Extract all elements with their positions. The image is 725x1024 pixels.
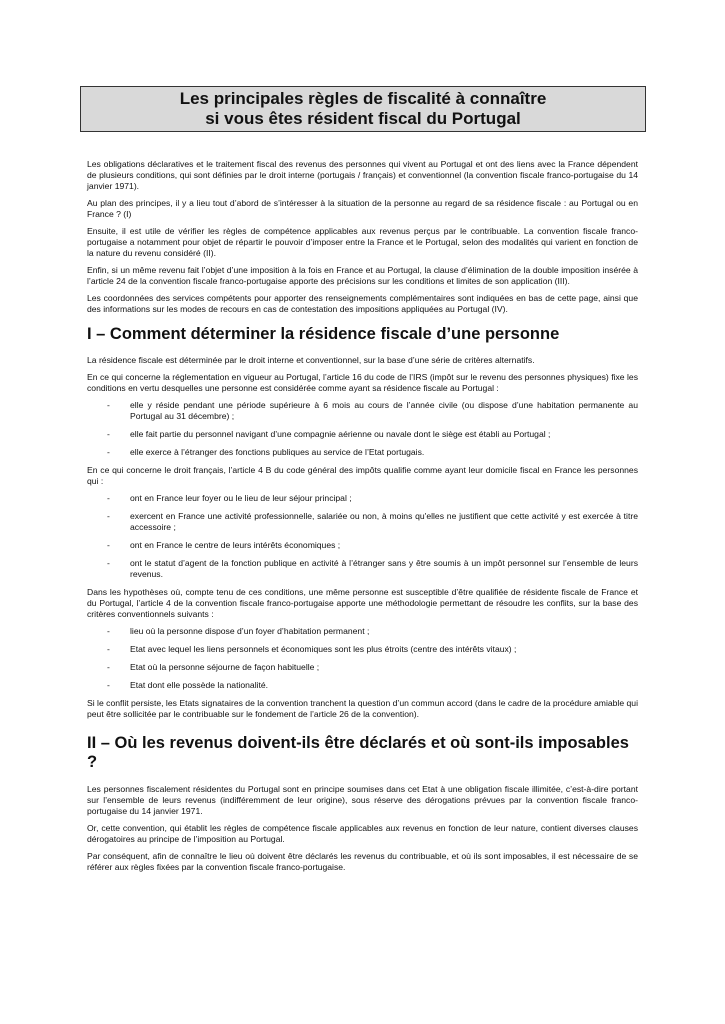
document-body — [87, 159, 638, 879]
list-item-text: ont en France le centre de leurs intérêts économiques ; — [130, 540, 341, 550]
list-item-text: Etat où la personne séjourne de façon habituelle ; — [130, 662, 320, 672]
section-1-paragraph: En ce qui concerne le droit français, l’article 4 B du code général des impôts qualifie comme ayant leur domicile fiscal en France les personnes qui : — [87, 465, 638, 486]
bullet-dash: - — [107, 662, 110, 672]
list-item — [87, 540, 638, 551]
section-1-paragraph: La résidence fiscale est déterminée par le droit interne et conventionnel, sur la base d’une série de critères alternatifs. — [87, 355, 535, 365]
bullet-dash: - — [107, 626, 110, 636]
list-item-text: Etat avec lequel les liens personnels et économiques sont les plus étroits (centre des intérêts vitaux) ; — [130, 644, 517, 654]
list-item-text: ont le statut d’agent de la fonction publique en activité à l’étranger sans y être soumis à un impôt personnel sur l’ensemble de leurs revenus. — [130, 558, 638, 579]
france-criteria-list — [87, 493, 638, 580]
list-item — [87, 429, 638, 440]
bullet-dash: - — [107, 447, 110, 457]
intro-paragraph: Au plan des principes, il y a lieu tout d’abord de s’intéresser à la situation de la personne au regard de sa résidence fiscale : au Portugal ou en France ? (I) — [87, 198, 638, 219]
list-item-text: elle fait partie du personnel navigant d’une compagnie aérienne ou navale dont le siège est établi au Portugal ; — [130, 429, 551, 439]
section-2-paragraph: Or, cette convention, qui établit les règles de compétence fiscale applicables aux revenus en fonction de leur nature, contient diverses clauses dérogatoires au principe de l’imposition au Portugal. — [87, 823, 638, 844]
intro-paragraph: Enfin, si un même revenu fait l’objet d’une imposition à la fois en France et au Portugal, la clause d’élimination de la double imposition insérée à l’article 24 de la convention fiscale franco-portugaise apporte des précisions sur les conditions et limites de son application (III). — [87, 265, 638, 286]
bullet-dash: - — [107, 540, 110, 550]
bullet-dash: - — [107, 511, 110, 521]
list-item — [87, 662, 638, 673]
list-item — [87, 680, 638, 691]
section-1-paragraph: Si le conflit persiste, les Etats signataires de la convention tranchent la question d’un commun accord (dans le cadre de la procédure amiable qui peut être sollicitée par le contribuable sur le fondement de l’article 26 de la convention). — [87, 698, 638, 719]
section-1-heading: I – Comment déterminer la résidence fiscale d’une personne — [87, 325, 560, 343]
intro-paragraph: Ensuite, il est utile de vérifier les règles de compétence applicables aux revenus perçus par le contribuable. La convention fiscale franco-portugaise a notamment pour objet de répartir le pouvoir d’imposer entre la France et le Portugal, selon des modalités qui varient en fonction de la nature du revenu considéré (II). — [87, 226, 638, 258]
intro-paragraph: Les coordonnées des services compétents pour apporter des renseignements complémentaires sont indiquées en bas de cette page, ainsi que des informations sur les modes de recours en cas de contestation des impositions appliquées au Portugal (IV). — [87, 293, 638, 314]
section-2-paragraph: Par conséquent, afin de connaître le lieu où doivent être déclarés les revenus du contribuable, et où ils sont imposables, il est nécessaire de se référer aux règles fixées par la convention fiscale franco-portugaise. — [87, 851, 638, 872]
list-item — [87, 644, 638, 655]
portugal-criteria-list — [87, 400, 638, 458]
bullet-dash: - — [107, 644, 110, 654]
list-item — [87, 511, 638, 533]
list-item-text: ont en France leur foyer ou le lieu de leur séjour principal ; — [130, 493, 352, 503]
section-2-heading: II – Où les revenus doivent-ils être déclarés et où sont-ils imposables ? — [87, 734, 629, 771]
intro-paragraph: Les obligations déclaratives et le traitement fiscal des revenus des personnes qui vivent au Portugal et ont des liens avec la France dépendent de plusieurs conditions, qui sont définies par le droit interne (portugais / français) et conventionnel (la convention fiscale franco-portugaise du 14 janvier 1971). — [87, 159, 638, 191]
list-item — [87, 493, 638, 504]
list-item — [87, 558, 638, 580]
bullet-dash: - — [107, 493, 110, 503]
bullet-dash: - — [107, 680, 110, 690]
list-item-text: exercent en France une activité professionnelle, salariée ou non, à moins qu'elles ne justifient que cette activité y est exercée à titre accessoire ; — [130, 511, 638, 532]
bullet-dash: - — [107, 400, 110, 410]
list-item — [87, 400, 638, 422]
title-line-2: si vous êtes résident fiscal du Portugal — [205, 109, 521, 128]
convention-criteria-list — [87, 626, 638, 691]
bullet-dash: - — [107, 558, 110, 568]
title-line-1: Les principales règles de fiscalité à connaître — [179, 89, 547, 108]
list-item-text: Etat dont elle possède la nationalité. — [130, 680, 269, 690]
list-item-text: lieu où la personne dispose d’un foyer d’habitation permanent ; — [130, 626, 370, 636]
list-item-text: elle y réside pendant une période supérieure à 6 mois au cours de l’année civile (ou dispose d’une habitation permanente au Portugal au 31 décembre) ; — [130, 400, 638, 421]
title-box — [80, 86, 646, 132]
section-1-paragraph: Dans les hypothèses où, compte tenu de ces conditions, une même personne est susceptible d’être qualifiée de résidente fiscale de France et du Portugal, l’article 4 de la convention fiscale franco-portugaise apporte une méthodologie permettant de résoudre les conflits, sur la base des critères conventionnels suivants : — [87, 587, 638, 619]
section-2-paragraph: Les personnes fiscalement résidentes du Portugal sont en principe soumises dans cet Etat à une obligation fiscale illimitée, c’est-à-dire portant sur l’ensemble de leurs revenus (indifféremment de leur origine), sous réserve des dérogations prévues par la convention fiscale franco-portugaise du 14 janvier 1971. — [87, 784, 638, 816]
list-item — [87, 447, 638, 458]
list-item — [87, 626, 638, 637]
list-item-text: elle exerce à l’étranger des fonctions publiques au service de l’Etat portugais. — [130, 447, 425, 457]
section-1-paragraph: En ce qui concerne la réglementation en vigueur au Portugal, l’article 16 du code de l’IRS (impôt sur le revenu des personnes physiques) fixe les conditions en vertu desquelles une personne est considérée comme ayant sa résidence fiscale au Portugal : — [87, 372, 638, 393]
bullet-dash: - — [107, 429, 110, 439]
